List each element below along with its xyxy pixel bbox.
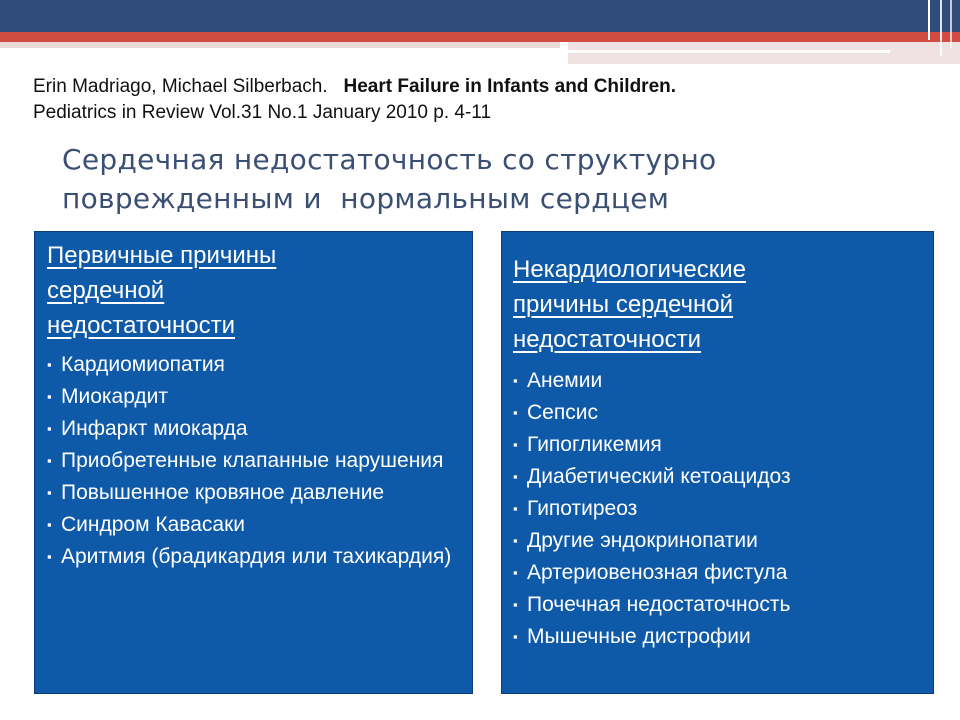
header-white-line — [560, 50, 890, 53]
bullet-icon: ▪ — [47, 517, 52, 532]
primary-causes-heading — [47, 238, 276, 343]
bullet-icon: ▪ — [47, 453, 52, 468]
list-item-text: Другие эндокринопатии — [527, 529, 758, 552]
citation-line-1 — [33, 74, 933, 100]
citation-source: Pediatrics in Review Vol.31 No.1 January 2010 p. 4-11 — [33, 102, 492, 123]
list-item-text: Миокардит — [61, 385, 169, 408]
header-vertical-line — [950, 0, 952, 48]
list-item — [513, 397, 931, 429]
list-item-text: Инфаркт миокарда — [61, 417, 248, 440]
list-item-text: Мышечные дистрофии — [527, 625, 751, 648]
list-item — [513, 493, 931, 525]
bullet-icon: ▪ — [47, 389, 52, 404]
header-navy-band — [0, 0, 960, 32]
list-item — [47, 349, 467, 381]
list-item — [513, 621, 931, 653]
list-item — [47, 509, 467, 541]
list-item — [513, 557, 931, 589]
header-vertical-line — [928, 0, 930, 40]
list-item — [513, 461, 931, 493]
slide-title-line-1: Сердечная недостаточность со структурно — [62, 143, 717, 176]
list-item-text: Аритмия (брадикардия или тахикардия) — [61, 545, 452, 568]
list-item-text: Диабетический кетоацидоз — [527, 465, 791, 488]
list-item — [47, 445, 467, 477]
list-item-text: Почечная недостаточность — [527, 593, 791, 616]
noncardiac-causes-box — [501, 231, 934, 694]
list-item-text: Синдром Кавасаки — [61, 513, 245, 536]
bullet-icon: ▪ — [513, 469, 518, 484]
header-red-band — [0, 32, 960, 42]
bullet-icon: ▪ — [513, 373, 518, 388]
bullet-icon: ▪ — [47, 357, 52, 372]
noncardiac-causes-list — [513, 365, 931, 653]
bullet-icon: ▪ — [513, 533, 518, 548]
bullet-icon: ▪ — [513, 437, 518, 452]
list-item — [513, 525, 931, 557]
list-item — [47, 381, 467, 413]
list-item-text: Сепсис — [527, 401, 598, 424]
list-item-text: Гипогликемия — [527, 433, 662, 456]
heading-line: Первичные причины — [47, 242, 277, 269]
list-item-text: Гипотиреоз — [527, 497, 638, 520]
list-item-text: Кардиомиопатия — [61, 353, 225, 376]
header-vertical-line — [940, 0, 942, 56]
citation — [33, 74, 933, 126]
primary-causes-list — [47, 349, 467, 573]
bullet-icon: ▪ — [513, 405, 518, 420]
heading-line: Некардиологические — [513, 256, 746, 283]
bullet-icon: ▪ — [513, 629, 518, 644]
list-item — [513, 589, 931, 621]
list-item — [513, 429, 931, 461]
list-item — [47, 541, 467, 573]
bullet-icon: ▪ — [47, 485, 52, 500]
citation-authors: Erin Madriago, Michael Silberbach. — [33, 76, 328, 97]
heading-line: причины сердечной — [513, 291, 734, 318]
header-pale-band — [0, 42, 560, 48]
heading-line: сердечной — [47, 277, 165, 304]
list-item-text: Приобретенные клапанные нарушения — [61, 449, 444, 472]
list-item-text: Анемии — [527, 369, 603, 392]
primary-causes-box — [34, 231, 473, 694]
citation-title: Heart Failure in Infants and Children. — [343, 76, 677, 97]
bullet-icon: ▪ — [513, 501, 518, 516]
header-pale-block — [568, 42, 960, 64]
slide-title-line-2: поврежденным и нормальным сердцем — [62, 182, 670, 215]
heading-line: недостаточности — [47, 312, 236, 339]
bullet-icon: ▪ — [47, 421, 52, 436]
slide-title — [62, 140, 922, 218]
bullet-icon: ▪ — [47, 549, 52, 564]
list-item — [47, 413, 467, 445]
list-item — [47, 477, 467, 509]
bullet-icon: ▪ — [513, 597, 518, 612]
list-item-text: Повышенное кровяное давление — [61, 481, 385, 504]
heading-line: недостаточности — [513, 326, 702, 353]
bullet-icon: ▪ — [513, 565, 518, 580]
list-item — [513, 365, 931, 397]
list-item-text: Артериовенозная фистула — [527, 561, 788, 584]
noncardiac-causes-heading — [513, 252, 746, 357]
